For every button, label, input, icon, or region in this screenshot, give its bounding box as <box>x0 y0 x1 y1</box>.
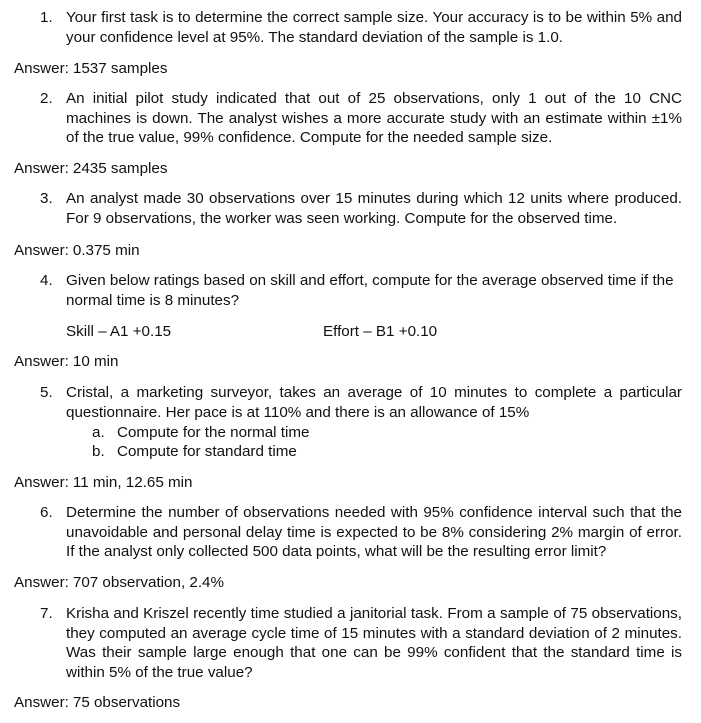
answer-4 <box>14 352 118 372</box>
effort-rating: Effort – B1 +0.10 <box>323 323 438 340</box>
answer-2 <box>14 159 167 179</box>
question-text: Krisha and Kriszel recently time studied a janitorial task. From a sample of 75 observations, they computed an average cycle time of 15 minutes with a standard deviation of 2 minutes. Was their sample large enough that one can be 99% confident that the standard time is within 5% of the true value? <box>66 605 682 681</box>
answer-label: Answer: <box>14 160 69 177</box>
question-number: 4. <box>40 272 53 289</box>
answer-value: 10 min <box>72 353 119 370</box>
question-3 <box>40 189 682 228</box>
question-4 <box>40 271 682 310</box>
answer-1 <box>14 59 167 79</box>
answer-7 <box>14 693 180 713</box>
answer-5 <box>14 473 192 493</box>
answer-label: Answer: <box>14 60 69 77</box>
answer-3 <box>14 241 140 261</box>
question-5 <box>40 383 682 422</box>
question-text: Your first task is to determine the correct sample size. Your accuracy is to be within 5% and your confidence level at 95%. The standard deviation of the sample is 1.0. <box>66 9 682 46</box>
answer-6 <box>14 573 224 593</box>
question-6 <box>40 503 682 562</box>
answer-value: 11 min, 12.65 min <box>72 474 193 491</box>
question-number: 2. <box>40 90 53 107</box>
question-text: An analyst made 30 observations over 15 minutes during which 12 units where produced. For 9 observations, the worker was seen working. Compute for the observed time. <box>66 190 682 227</box>
question-1 <box>40 8 682 47</box>
question-text: Cristal, a marketing surveyor, takes an average of 10 minutes to complete a particular questionnaire. Her pace is at 110% and there is an allowance of 15% <box>66 384 682 421</box>
answer-label: Answer: <box>14 474 69 491</box>
answer-value: 2435 samples <box>72 160 168 177</box>
answer-value: 1537 samples <box>72 60 168 77</box>
sub-question-text: Compute for standard time <box>117 443 297 460</box>
question-text: Given below ratings based on skill and effort, compute for the average observed time if the normal time is 8 minutes? <box>66 272 674 309</box>
sub-question-label: a. <box>92 424 105 441</box>
answer-label: Answer: <box>14 574 69 591</box>
answer-value: 707 observation, 2.4% <box>72 574 225 591</box>
question-2 <box>40 89 682 148</box>
sub-question-a <box>92 423 309 443</box>
question-number: 3. <box>40 190 53 207</box>
answer-label: Answer: <box>14 242 69 259</box>
sub-question-label: b. <box>92 443 105 460</box>
question-number: 1. <box>40 9 53 26</box>
skill-rating: Skill – A1 +0.15 <box>66 323 172 340</box>
question-text: Determine the number of observations needed with 95% confidence interval such that the unavoidable and personal delay time is expected to be 8% considering 2% margin of error. If the analyst only collected 500 data points, what will be the resulting error limit? <box>66 504 682 561</box>
question-number: 7. <box>40 605 53 622</box>
question-7 <box>40 604 682 682</box>
answer-label: Answer: <box>14 694 69 711</box>
answer-label: Answer: <box>14 353 69 370</box>
sub-question-b <box>92 442 297 462</box>
question-number: 6. <box>40 504 53 521</box>
question-text: An initial pilot study indicated that out of 25 observations, only 1 out of the 10 CNC machines is down. The analyst wishes a more accurate study with an estimate within ±1% of the true value, 99% confidence. Compute for the needed sample size. <box>66 90 682 147</box>
answer-value: 75 observations <box>72 694 181 711</box>
answer-value: 0.375 min <box>72 242 140 259</box>
sub-question-text: Compute for the normal time <box>117 424 310 441</box>
question-number: 5. <box>40 384 53 401</box>
